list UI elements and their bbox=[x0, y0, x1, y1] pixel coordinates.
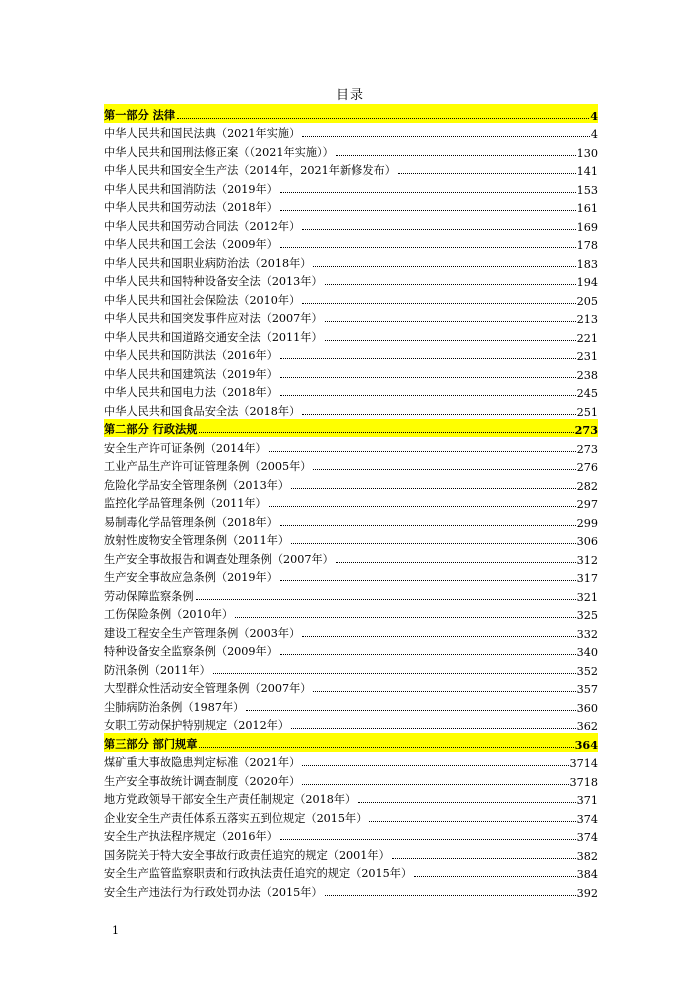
toc-leader-dots bbox=[199, 432, 573, 433]
toc-leader-dots bbox=[213, 673, 576, 674]
toc-entry[interactable] bbox=[104, 881, 598, 900]
toc-entry-title: 安全生产执法程序规定（2016年） bbox=[104, 830, 278, 843]
toc-entry-title: 放射性废物安全管理条例（2011年） bbox=[104, 534, 290, 547]
toc-leader-dots bbox=[280, 839, 576, 840]
toc-entry-title: 建设工程安全生产管理条例（2003年） bbox=[104, 626, 301, 640]
toc-leader-dots bbox=[369, 821, 575, 822]
toc-leader-dots bbox=[325, 895, 576, 896]
toc-entry-title: 特种设备安全监察条例（2009年） bbox=[104, 645, 278, 658]
toc-entry-page: 299 bbox=[576, 516, 598, 530]
toc-leader-dots bbox=[398, 173, 576, 174]
toc-leader-dots bbox=[302, 229, 575, 230]
toc-entry-title: 中华人民共和国食品安全法（2018年） bbox=[104, 404, 301, 418]
toc-entry-page: 282 bbox=[576, 479, 598, 493]
toc-entry[interactable] bbox=[104, 474, 598, 493]
toc-entry[interactable] bbox=[104, 715, 598, 734]
toc-entry-page: 161 bbox=[576, 202, 598, 215]
toc-entry[interactable] bbox=[104, 604, 598, 623]
toc-entry-page: 183 bbox=[576, 257, 598, 271]
toc-entry-title: 中华人民共和国电力法（2018年） bbox=[104, 386, 278, 399]
toc-leader-dots bbox=[199, 747, 573, 748]
toc-entry-page: 340 bbox=[576, 646, 598, 659]
toc-entry-page: 205 bbox=[576, 294, 598, 308]
toc-entry[interactable] bbox=[104, 511, 598, 530]
toc-leader-dots bbox=[280, 525, 576, 526]
toc-entry-page: 371 bbox=[576, 794, 598, 807]
toc-entry-page: 178 bbox=[576, 239, 598, 252]
toc-entry-title: 第三部分 部门规章 bbox=[104, 736, 198, 751]
toc-entry-title: 女职工劳动保护特别规定（2012年） bbox=[104, 719, 290, 732]
toc-leader-dots bbox=[392, 858, 576, 859]
toc-entry-title: 中华人民共和国工会法（2009年） bbox=[104, 238, 278, 251]
toc-entry[interactable] bbox=[104, 548, 598, 567]
toc-entry[interactable] bbox=[104, 326, 598, 345]
toc-entry-page: 325 bbox=[576, 609, 598, 622]
toc-leader-dots bbox=[246, 710, 575, 711]
toc-entry-title: 中华人民共和国安全生产法（2014年，2021年新修发布） bbox=[104, 164, 396, 177]
toc-entry-page: 312 bbox=[576, 553, 598, 567]
toc-entry-page: 169 bbox=[576, 220, 598, 234]
toc-entry-page: 392 bbox=[576, 886, 598, 900]
toc-leader-dots bbox=[269, 506, 576, 507]
toc-entry[interactable] bbox=[104, 770, 598, 789]
toc-entry-page: 251 bbox=[576, 405, 598, 419]
toc-part-heading[interactable] bbox=[104, 733, 598, 752]
toc-entry-title: 第二部分 行政法规 bbox=[104, 422, 198, 436]
toc-entry-page: 276 bbox=[576, 461, 598, 474]
toc-entry-title: 生产安全事故应急条例（2019年） bbox=[104, 571, 278, 584]
toc-leader-dots bbox=[336, 155, 576, 156]
toc-entry[interactable] bbox=[104, 585, 598, 604]
toc-leader-dots bbox=[291, 488, 576, 489]
page-number: 1 bbox=[112, 924, 119, 937]
toc-entry-title: 危险化学品安全管理条例（2013年） bbox=[104, 478, 290, 492]
toc-entry-title: 企业安全生产责任体系五落实五到位规定（2015年） bbox=[104, 811, 368, 825]
toc-entry[interactable] bbox=[104, 789, 598, 808]
toc-entry-title: 中华人民共和国劳动法（2018年） bbox=[104, 201, 278, 214]
toc-leader-dots bbox=[302, 784, 568, 785]
toc-entry[interactable] bbox=[104, 123, 598, 142]
toc-entry-title: 大型群众性活动安全管理条例（2007年） bbox=[104, 682, 312, 695]
toc-entry-title: 工业产品生产许可证管理条例（2005年） bbox=[104, 460, 312, 473]
toc-entry[interactable] bbox=[104, 678, 598, 697]
toc-entry[interactable] bbox=[104, 215, 598, 234]
toc-entry-page: 382 bbox=[576, 849, 598, 863]
page-title: 目录 bbox=[335, 88, 364, 103]
toc-leader-dots bbox=[313, 469, 575, 470]
table-of-contents bbox=[104, 104, 598, 900]
toc-entry[interactable] bbox=[104, 160, 598, 179]
toc-entry-page: 245 bbox=[576, 387, 598, 400]
toc-entry[interactable] bbox=[104, 622, 598, 641]
toc-entry[interactable] bbox=[104, 271, 598, 290]
toc-entry-title: 中华人民共和国民法典（2021年实施） bbox=[104, 127, 301, 140]
toc-leader-dots bbox=[280, 580, 576, 581]
toc-entry-page: 357 bbox=[576, 683, 598, 696]
toc-entry-page: 384 bbox=[576, 868, 598, 881]
toc-entry-title: 劳动保障监察条例 bbox=[104, 589, 194, 603]
toc-entry-title: 煤矿重大事故隐患判定标准（2021年） bbox=[104, 756, 301, 769]
toc-entry[interactable] bbox=[104, 178, 598, 197]
toc-entry-page: 360 bbox=[576, 701, 598, 715]
toc-leader-dots bbox=[291, 728, 576, 729]
toc-leader-dots bbox=[313, 691, 575, 692]
toc-leader-dots bbox=[280, 377, 576, 378]
toc-entry-page: 374 bbox=[576, 831, 598, 844]
toc-leader-dots bbox=[358, 802, 575, 803]
toc-entry-page: 273 bbox=[574, 423, 598, 437]
toc-leader-dots bbox=[302, 636, 575, 637]
toc-leader-dots bbox=[280, 654, 576, 655]
toc-entry-title: 中华人民共和国刑法修正案（（2021年实施）） bbox=[104, 145, 334, 159]
toc-leader-dots bbox=[280, 395, 576, 396]
toc-entry-page: 221 bbox=[576, 331, 598, 345]
toc-entry-title: 防汛条例（2011年） bbox=[104, 663, 211, 677]
toc-entry[interactable] bbox=[104, 382, 598, 401]
toc-entry[interactable] bbox=[104, 345, 598, 364]
toc-leader-dots bbox=[302, 136, 590, 137]
toc-entry-title: 中华人民共和国劳动合同法（2012年） bbox=[104, 219, 301, 233]
toc-entry-page: 213 bbox=[576, 313, 598, 326]
toc-entry-title: 监控化学品管理条例（2011年） bbox=[104, 497, 267, 510]
toc-entry-title: 国务院关于特大安全事故行政责任追究的规定（2001年） bbox=[104, 848, 390, 862]
toc-entry-page: 273 bbox=[576, 442, 598, 456]
toc-leader-dots bbox=[280, 358, 576, 359]
toc-entry-title: 生产安全事故统计调查制度（2020年） bbox=[104, 774, 301, 788]
toc-entry-title: 地方党政领导干部安全生产责任制规定（2018年） bbox=[104, 793, 357, 806]
toc-entry[interactable] bbox=[104, 752, 598, 771]
toc-entry[interactable] bbox=[104, 659, 598, 678]
toc-entry-page: 3718 bbox=[569, 775, 598, 789]
toc-entry[interactable] bbox=[104, 696, 598, 715]
toc-leader-dots bbox=[280, 247, 576, 248]
toc-entry-page: 306 bbox=[576, 535, 598, 548]
toc-leader-dots bbox=[269, 451, 576, 452]
toc-entry[interactable] bbox=[104, 530, 598, 549]
toc-entry-title: 中华人民共和国建筑法（2019年） bbox=[104, 367, 278, 381]
toc-leader-dots bbox=[196, 599, 576, 600]
toc-leader-dots bbox=[291, 543, 576, 544]
toc-entry-page: 364 bbox=[574, 737, 598, 752]
toc-entry-page: 4 bbox=[590, 108, 598, 123]
toc-entry-title: 尘肺病防治条例（1987年） bbox=[104, 700, 245, 714]
toc-entry-page: 374 bbox=[576, 812, 598, 826]
toc-leader-dots bbox=[336, 562, 576, 563]
toc-entry-page: 321 bbox=[576, 590, 598, 604]
toc-entry-page: 194 bbox=[576, 276, 598, 289]
toc-entry[interactable] bbox=[104, 641, 598, 660]
toc-entry[interactable] bbox=[104, 289, 598, 308]
toc-entry-title: 生产安全事故报告和调查处理条例（2007年） bbox=[104, 552, 334, 566]
toc-leader-dots bbox=[325, 340, 576, 341]
toc-entry-page: 130 bbox=[576, 146, 598, 160]
toc-entry-title: 工伤保险条例（2010年） bbox=[104, 608, 234, 621]
toc-entry-title: 中华人民共和国防洪法（2016年） bbox=[104, 349, 278, 362]
toc-entry-title: 中华人民共和国突发事件应对法（2007年） bbox=[104, 312, 323, 325]
toc-entry[interactable] bbox=[104, 308, 598, 327]
toc-leader-dots bbox=[302, 414, 575, 415]
toc-leader-dots bbox=[325, 284, 576, 285]
toc-entry-page: 3714 bbox=[569, 757, 598, 770]
toc-entry[interactable] bbox=[104, 844, 598, 863]
toc-entry-title: 中华人民共和国特种设备安全法（2013年） bbox=[104, 275, 323, 288]
toc-leader-dots bbox=[280, 192, 576, 193]
toc-entry-page: 297 bbox=[576, 498, 598, 511]
toc-entry-page: 332 bbox=[576, 627, 598, 641]
toc-entry-title: 易制毒化学品管理条例（2018年） bbox=[104, 515, 278, 529]
toc-entry-title: 安全生产许可证条例（2014年） bbox=[104, 441, 267, 455]
toc-entry[interactable] bbox=[104, 437, 598, 456]
toc-entry-title: 中华人民共和国社会保险法（2010年） bbox=[104, 293, 301, 307]
toc-leader-dots bbox=[313, 266, 575, 267]
toc-entry[interactable] bbox=[104, 400, 598, 419]
toc-leader-dots bbox=[302, 303, 575, 304]
toc-entry-page: 141 bbox=[576, 165, 598, 178]
toc-entry-title: 中华人民共和国职业病防治法（2018年） bbox=[104, 256, 312, 270]
toc-entry-page: 153 bbox=[576, 183, 598, 197]
toc-entry-page: 238 bbox=[576, 368, 598, 382]
toc-entry-page: 317 bbox=[576, 572, 598, 585]
toc-entry[interactable] bbox=[104, 234, 598, 253]
toc-entry[interactable] bbox=[104, 456, 598, 475]
toc-leader-dots bbox=[177, 118, 589, 119]
toc-entry-title: 中华人民共和国消防法（2019年） bbox=[104, 182, 278, 196]
toc-entry[interactable] bbox=[104, 863, 598, 882]
toc-entry[interactable] bbox=[104, 493, 598, 512]
toc-leader-dots bbox=[414, 876, 575, 877]
toc-entry-title: 中华人民共和国道路交通安全法（2011年） bbox=[104, 330, 323, 344]
toc-entry[interactable] bbox=[104, 363, 598, 382]
toc-entry-page: 4 bbox=[590, 128, 598, 141]
toc-entry-page: 231 bbox=[576, 350, 598, 363]
toc-entry[interactable] bbox=[104, 252, 598, 271]
toc-entry[interactable] bbox=[104, 826, 598, 845]
toc-entry[interactable] bbox=[104, 567, 598, 586]
toc-leader-dots bbox=[235, 617, 575, 618]
toc-leader-dots bbox=[325, 321, 576, 322]
toc-entry-title: 第一部分 法律 bbox=[104, 107, 176, 122]
toc-entry[interactable] bbox=[104, 197, 598, 216]
toc-part-heading[interactable] bbox=[104, 419, 598, 438]
toc-entry-page: 352 bbox=[576, 664, 598, 678]
toc-entry-title: 安全生产监管监察职责和行政执法责任追究的规定（2015年） bbox=[104, 867, 413, 880]
toc-entry-title: 安全生产违法行为行政处罚办法（2015年） bbox=[104, 885, 323, 899]
toc-entry-page: 362 bbox=[576, 720, 598, 733]
toc-part-heading[interactable] bbox=[104, 104, 598, 123]
toc-entry[interactable] bbox=[104, 807, 598, 826]
toc-entry[interactable] bbox=[104, 141, 598, 160]
toc-leader-dots bbox=[302, 765, 568, 766]
toc-leader-dots bbox=[280, 210, 576, 211]
